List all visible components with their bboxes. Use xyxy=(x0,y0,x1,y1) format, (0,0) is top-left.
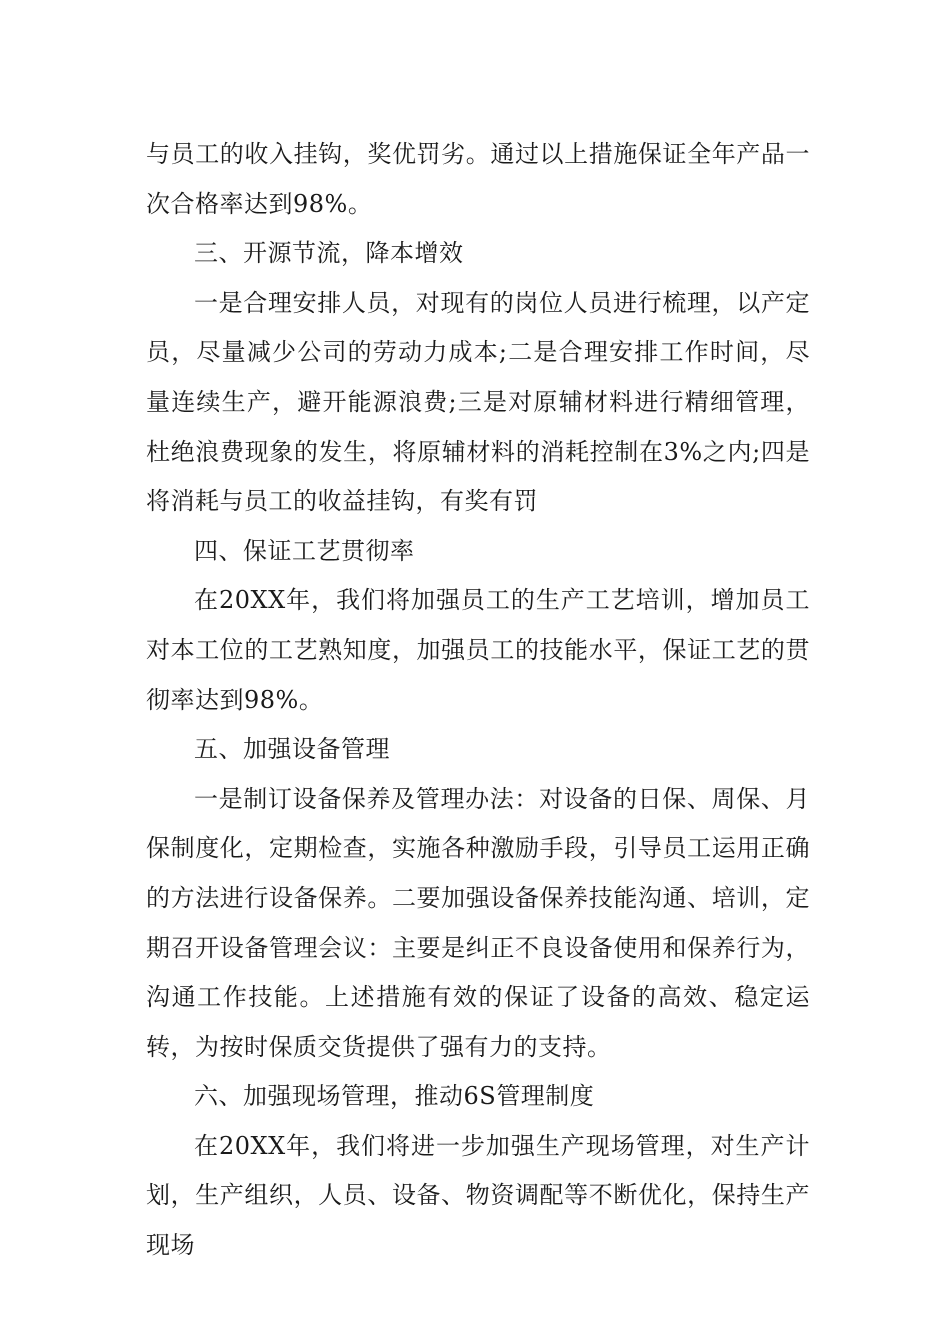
paragraph-process-rate: 在20XX年，我们将加强员工的生产工艺培训，增加员工对本工位的工艺熟知度，加强员工的技能水平，保证工艺的贯彻率达到98%。 xyxy=(146,586,810,714)
document-body xyxy=(146,130,810,1271)
section-heading-5: 五、加强设备管理 xyxy=(194,735,390,764)
paragraph-cost-saving: 一是合理安排人员，对现有的岗位人员进行梳理，以产定员，尽量减少公司的劳动力成本;二是合理安排工作时间，尽量连续生产，避开能源浪费;三是对原辅材料进行精细管理，杜绝浪费现象的发生，将原辅材料的消耗控制在3%之内;四是将消耗与员工的收益挂钩，有奖有罚 xyxy=(146,288,810,516)
paragraph-site-management: 在20XX年，我们将进一步加强生产现场管理，对生产计划，生产组织，人员、设备、物资调配等不断优化，保持生产现场 xyxy=(146,1131,810,1260)
section-heading-4: 四、保证工艺贯彻率 xyxy=(194,536,415,565)
section-heading-6: 六、加强现场管理，推动6S管理制度 xyxy=(194,1082,595,1111)
paragraph-equipment-management: 一是制订设备保养及管理办法：对设备的日保、周保、月保制度化，定期检查，实施各种激励手段，引导员工运用正确的方法进行设备保养。二要加强设备保养技能沟通、培训，定期召开设备管理会议：主要是纠正不良设备使用和保养行为，沟通工作技能。上述措施有效的保证了设备的高效、稳定运转，为按时保质交货提供了强有力的支持。 xyxy=(146,784,810,1061)
paragraph-continuation: 与员工的收入挂钩，奖优罚劣。通过以上措施保证全年产品一次合格率达到98%。 xyxy=(146,140,810,218)
section-heading-3: 三、开源节流，降本增效 xyxy=(194,239,464,268)
